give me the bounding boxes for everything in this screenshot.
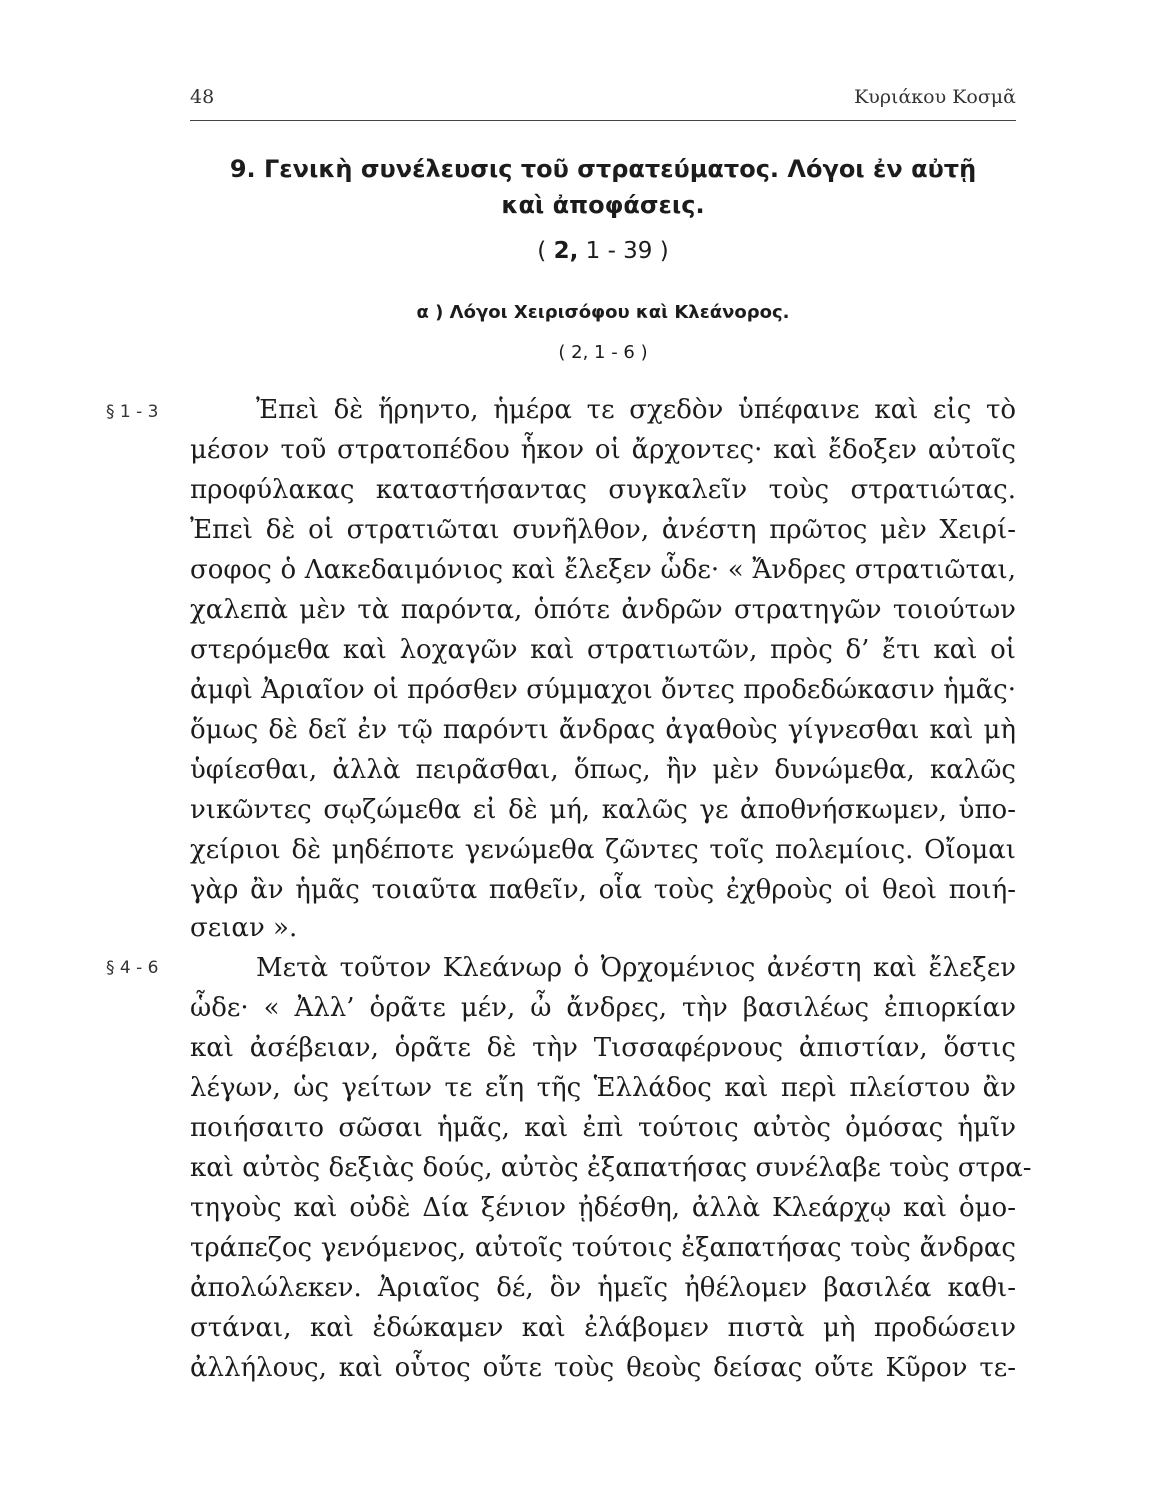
text-line: Ἐπεὶ δὲ οἱ στρατιῶται συνῆλθον, ἀνέστη πρῶτος μὲν Χειρί- (190, 515, 1016, 545)
text-line: στερόμεθα καὶ λοχαγῶν καὶ στρατιωτῶν, πρὸς δ’ ἔτι καὶ οἱ (190, 635, 1016, 665)
text-line: καὶ αὐτὸς δεξιὰς δούς, αὐτὸς ἐξαπατήσας συνέλαβε τοὺς στρα- (190, 1153, 1032, 1183)
text-line: Μετὰ τοῦτον Κλεάνωρ ὁ Ὀρχομένιος ἀνέστη καὶ ἔλεξεν (256, 953, 1016, 983)
text-line: προφύλακας καταστήσαντας συγκαλεῖν τοὺς στρατιώτας. (190, 475, 1016, 505)
running-title: Κυριάκου Κοσμᾶ (854, 86, 1016, 108)
paragraph-number: § 1 - 3 (106, 402, 159, 422)
chapter-title-line-2: καὶ ἀποφάσεις. (501, 191, 705, 219)
text-line: λέγων, ὡς γείτων τε εἴη τῆς Ἑλλάδος καὶ περὶ πλείστου ἂν (190, 1073, 1016, 1103)
text-line: χαλεπὰ μὲν τὰ παρόντα, ὁπότε ἀνδρῶν στρατηγῶν τοιούτων (190, 595, 1016, 625)
paragraph-number: § 4 - 6 (106, 958, 159, 978)
text-line: ὑφίεσθαι, ἀλλὰ πειρᾶσθαι, ὅπως, ἢν μὲν δυνώμεθα, καλῶς (190, 755, 1016, 785)
text-line: ὧδε· « Ἀλλ’ ὁρᾶτε μέν, ὦ ἄνδρες, τὴν βασιλέως ἐπιορκίαν (190, 993, 1016, 1023)
section-title: α ) Λόγοι Χειρισόφου καὶ Κλεάνορος. (416, 302, 790, 323)
text-line: ποιήσαιτο σῶσαι ἡμᾶς, καὶ ἐπὶ τούτοις αὐτὸς ὀμόσας ἡμῖν (190, 1113, 1016, 1143)
text-line: μέσον τοῦ στρατοπέδου ἧκον οἱ ἄρχοντες· καὶ ἔδοξεν αὐτοῖς (190, 435, 1016, 465)
chapter-ref-book: 2, (553, 238, 579, 264)
text-line: ὅμως δὲ δεῖ ἐν τῷ παρόντι ἄνδρας ἀγαθοὺς γίγνεσθαι καὶ μὴ (190, 715, 1016, 745)
running-head (190, 86, 1016, 116)
page-number: 48 (190, 86, 215, 108)
header-rule (190, 120, 1016, 121)
section-reference: ( 2, 1 - 6 ) (558, 342, 648, 363)
text-line: στάναι, καὶ ἐδώκαμεν καὶ ἐλάβομεν πιστὰ μὴ προδώσειν (190, 1313, 1016, 1343)
text-line: σειαν ». (190, 913, 298, 943)
text-line: ἀλλήλους, καὶ οὗτος οὔτε τοὺς θεοὺς δείσας οὔτε Κῦρον τε- (190, 1353, 1016, 1383)
text-line: ἀμφὶ Ἀριαῖον οἱ πρόσθεν σύμμαχοι ὄντες προδεδώκασιν ἡμᾶς· (190, 675, 1016, 705)
chapter-ref-open: ( (537, 238, 554, 264)
text-line: ἀπολώλεκεν. Ἀριαῖος δέ, ὃν ἡμεῖς ἠθέλομεν βασιλέα καθι- (190, 1273, 1016, 1303)
text-line: καὶ ἀσέβειαν, ὁρᾶτε δὲ τὴν Τισσαφέρνους ἀπιστίαν, ὅστις (190, 1033, 1016, 1063)
text-line: χείριοι δὲ μηδέποτε γενώμεθα ζῶντες τοῖς πολεμίοις. Οἴομαι (190, 835, 1016, 865)
text-line: σοφος ὁ Λακεδαιμόνιος καὶ ἔλεξεν ὧδε· « Ἄνδρες στρατιῶται, (190, 555, 1016, 585)
chapter-title-line-1: 9. Γενικὴ συνέλευσις τοῦ στρατεύματος. Λόγοι ἐν αὐτῇ (229, 155, 977, 183)
text-line: Ἐπεὶ δὲ ἥρηντο, ἡμέρα τε σχεδὸν ὑπέφαινε καὶ εἰς τὸ (256, 395, 1016, 425)
chapter-reference (190, 238, 1016, 264)
text-line: γὰρ ἂν ἡμᾶς τοιαῦτα παθεῖν, οἷα τοὺς ἐχθροὺς οἱ θεοὶ ποιή- (190, 875, 1016, 905)
text-line: τράπεζος γενόμενος, αὐτοῖς τούτοις ἐξαπατήσας τοὺς ἄνδρας (190, 1233, 1016, 1263)
text-line: τηγοὺς καὶ οὐδὲ Δία ξένιον ᾐδέσθη, ἀλλὰ Κλεάρχῳ καὶ ὁμο- (190, 1193, 1016, 1223)
text-line: νικῶντες σῳζώμεθα εἰ δὲ μή, καλῶς γε ἀποθνήσκωμεν, ὑπο- (190, 795, 1016, 825)
chapter-ref-range: 1 - 39 ) (578, 238, 669, 264)
